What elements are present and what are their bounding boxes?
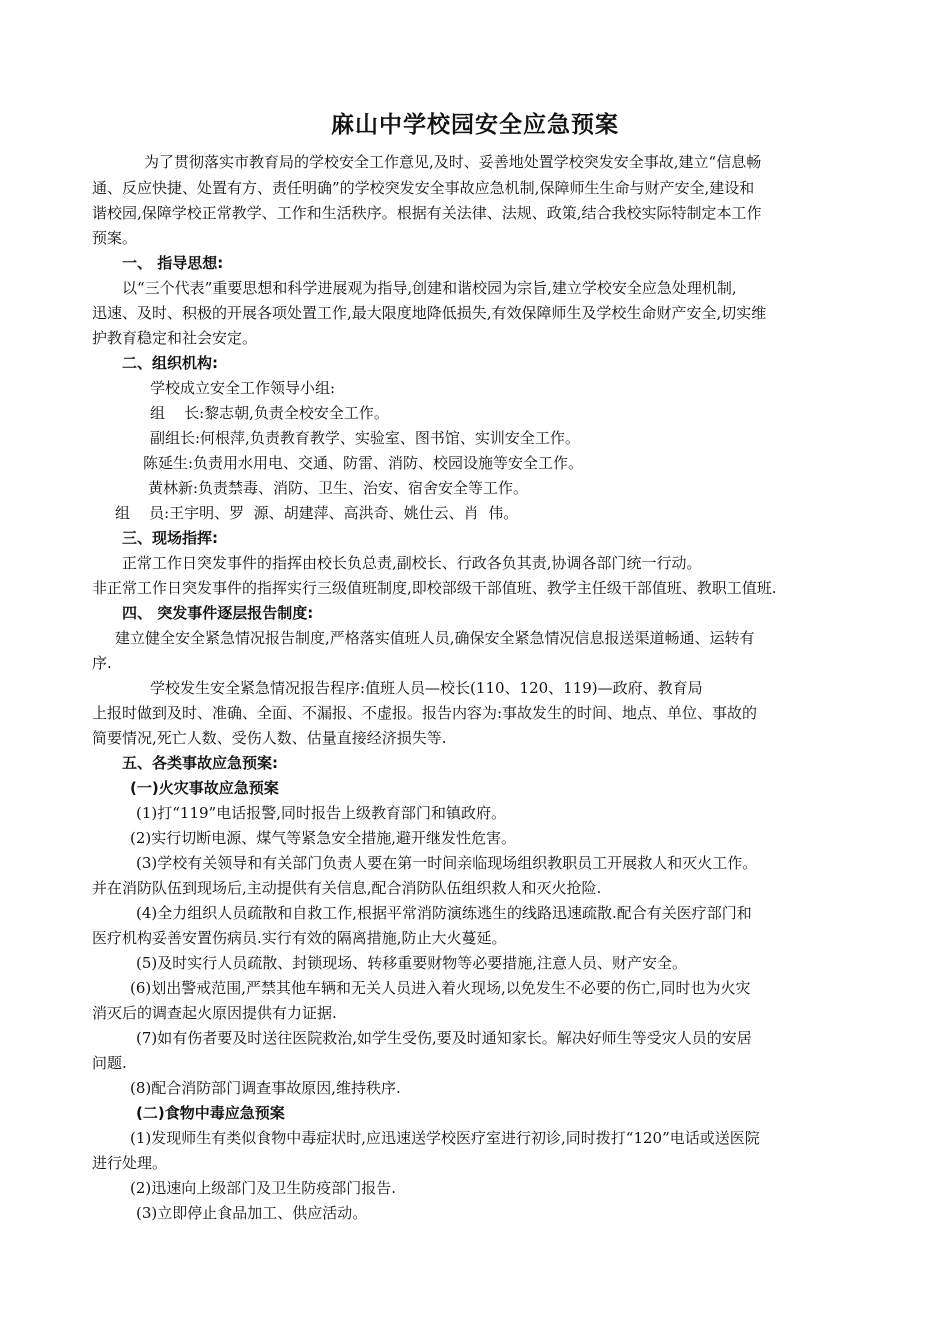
paragraph-line: 非正常工作日突发事件的指挥实行三级值班制度,即校部级干部值班、教学主任级干部值班、教职工值班.: [92, 579, 777, 597]
paragraph-line: 上报时做到及时、准确、全面、不漏报、不虚报。报告内容为:事故发生的时间、地点、单位、事故的: [92, 704, 758, 722]
paragraph-line: (1)发现师生有类似食物中毒症状时,应迅速送学校医疗室进行初诊,同时拨打“120”电话或送医院: [130, 1129, 760, 1147]
paragraph-line: (3)学校有关领导和有关部门负责人要在第一时间亲临现场组织教职员工开展救人和灭火工作。: [136, 854, 758, 872]
section-heading: 一、 指导思想:: [122, 254, 224, 272]
document-title: 麻山中学校园安全应急预案: [331, 112, 619, 138]
subsection-heading: (二)食物中毒应急预案: [136, 1104, 285, 1122]
intro-line: 通、反应快捷、处置有方、责任明确”的学校突发安全事故应急机制,保障师生生命与财产安全,建设和: [92, 179, 755, 197]
section-heading: 四、 突发事件逐层报告制度:: [122, 604, 314, 622]
paragraph-line: (2)实行切断电源、煤气等紧急安全措施,避开继发性危害。: [130, 829, 517, 847]
paragraph-line: 组 员:王宇明、罗 源、胡建萍、高洪奇、姚仕云、肖 伟。: [115, 504, 519, 522]
paragraph-line: 建立健全安全紧急情况报告制度,严格落实值班人员,确保安全紧急情况信息报送渠道畅通、运转有: [115, 629, 755, 647]
paragraph-line: (4)全力组织人员疏散和自救工作,根据平常消防演练逃生的线路迅速疏散.配合有关医疗部门和: [136, 904, 752, 922]
paragraph-line: (7)如有伤者要及时送往医院救治,如学生受伤,要及时通知家长。解决好师生等受灾人员的安居: [136, 1029, 752, 1047]
paragraph-line: 医疗机构妥善安置伤病员.实行有效的隔离措施,防止大火蔓延。: [92, 929, 507, 947]
paragraph-line: 陈延生:负责用水用电、交通、防雷、消防、校园设施等安全工作。: [143, 454, 584, 472]
paragraph-line: 并在消防队伍到现场后,主动提供有关信息,配合消防队伍组织救人和灭火抢险.: [92, 879, 602, 897]
paragraph-line: (5)及时实行人员疏散、封锁现场、转移重要财物等必要措施,注意人员、财产安全。: [136, 954, 688, 972]
intro-line: 预案。: [92, 229, 138, 247]
paragraph-line: 组 长:黎志朝,负责全校安全工作。: [150, 404, 389, 422]
paragraph-line: (2)迅速向上级部门及卫生防疫部门报告.: [130, 1179, 397, 1197]
paragraph-line: 迅速、及时、积极的开展各项处置工作,最大限度地降低损失,有效保障师生及学校生命财产安全,切实维: [92, 304, 767, 322]
section-heading: 二、组织机构:: [122, 354, 218, 372]
paragraph-line: (1)打“119”电话报警,同时报告上级教育部门和镇政府。: [136, 804, 506, 822]
paragraph-line: 护教育稳定和社会安定。: [92, 329, 258, 347]
intro-line: 谐校园,保障学校正常教学、工作和生活秩序。根据有关法律、法规、政策,结合我校实际特制定本工作: [92, 204, 762, 222]
paragraph-line: 以“三个代表”重要思想和科学进展观为指导,创建和谐校园为宗旨,建立学校安全应急处理机制,: [122, 279, 737, 297]
subsection-heading: (一)火灾事故应急预案: [130, 779, 279, 797]
paragraph-line: 黄林新:负责禁毒、消防、卫生、治安、宿舍安全等工作。: [148, 479, 529, 497]
section-heading: 五、各类事故应急预案:: [122, 754, 278, 772]
paragraph-line: 副组长:何根萍,负责教育教学、实验室、图书馆、实训安全工作。: [150, 429, 580, 447]
paragraph-line: 学校成立安全工作领导小组:: [150, 379, 336, 397]
paragraph-line: 进行处理。: [92, 1154, 168, 1172]
paragraph-line: 正常工作日突发事件的指挥由校长负总责,副校长、行政各负其责,协调各部门统一行动。: [122, 554, 702, 572]
intro-line: 为了贯彻落实市教育局的学校安全工作意见,及时、妥善地处置学校突发安全事故,建立“信息畅: [144, 153, 762, 171]
paragraph-line: 序.: [92, 654, 112, 672]
paragraph-line: (8)配合消防部门调查事故原因,维持秩序.: [130, 1079, 401, 1097]
paragraph-line: (3)立即停止食品加工、供应活动。: [136, 1204, 368, 1222]
paragraph-line: 简要情况,死亡人数、受伤人数、估量直接经济损失等.: [92, 729, 447, 747]
paragraph-line: (6)划出警戒范围,严禁其他车辆和无关人员进入着火现场,以免发生不必要的伤亡,同时也为火灾: [130, 979, 751, 997]
paragraph-line: 问题.: [92, 1054, 127, 1072]
section-heading: 三、现场指挥:: [122, 529, 218, 547]
paragraph-line: 消灭后的调查起火原因提供有力证据.: [92, 1004, 337, 1022]
paragraph-line: 学校发生安全紧急情况报告程序:值班人员—校长(110、120、119)—政府、教育局: [150, 679, 703, 697]
